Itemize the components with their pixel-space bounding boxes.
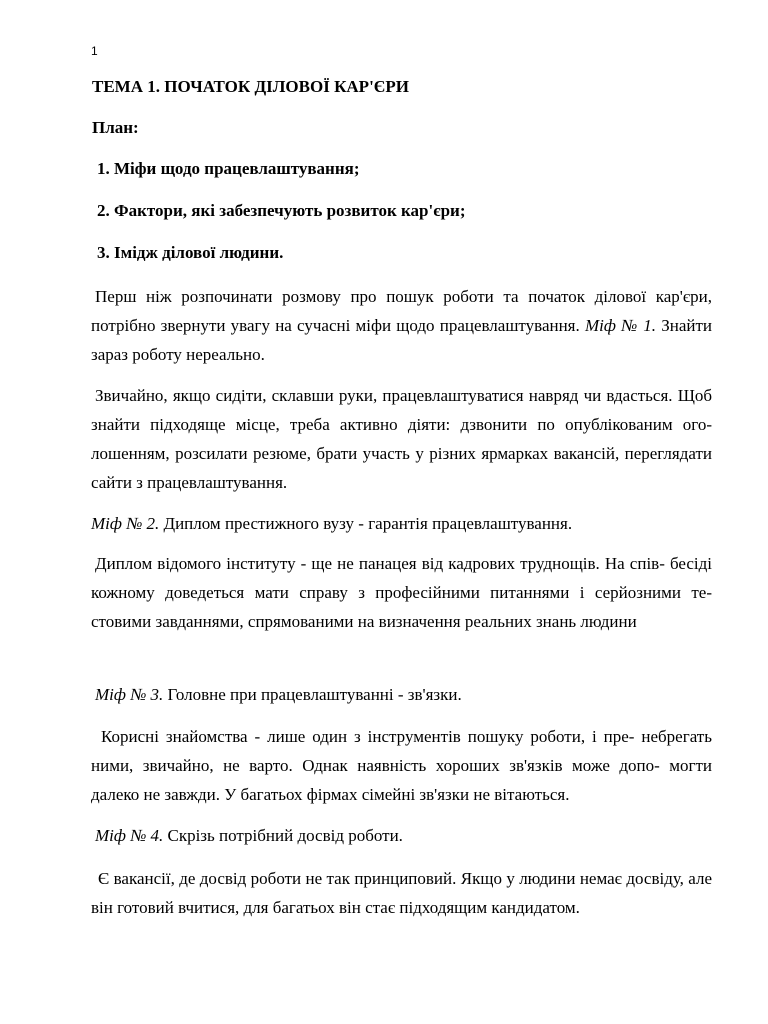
plan-item-3: 3. Імідж ділової людини.	[97, 243, 284, 262]
myth-4-body: Є вакансії, де досвід роботи не так принциповий. Якщо у людини немає досвіду, але він готовий вчитися, для багатьох він стає підходящим кандидатом.	[91, 869, 712, 917]
myth-2-heading	[91, 512, 712, 536]
myth-3-body: Корисні знайомства - лише один з інструментів пошуку роботи, і пре- небрегать ними, звичайно, не варто. Однак наявність хороших зв'язків може допо- могти далеко не завжди. У багатьох фірмах сімейні зв'язки не вітаються.	[91, 727, 712, 804]
intro-paragraph	[91, 282, 712, 369]
document-title: ТЕМА 1. ПОЧАТОК ДІЛОВОЇ КАР'ЄРИ	[92, 77, 409, 96]
myth-1-body: Звичайно, якщо сидіти, склавши руки, працевлаштуватися навряд чи вдасться. Щоб знайти підходяще місце, треба активно діяти: дзвонити по опублікованим ого- лошенням, розсилати резюме, брати участь у різних ярмарках вакансій, переглядати сайти з працевлаштування.	[91, 386, 712, 492]
intro-text: Перш ніж розпочинати розмову про пошук роботи та початок ділової кар'єри, потрібно звернути увагу на сучасні міфи щодо працевлаштування.	[91, 287, 712, 335]
myth-4-label: Міф № 4.	[95, 826, 164, 845]
plan-item-1: 1. Міфи щодо працевлаштування;	[97, 159, 360, 178]
plan-item-2: 2. Фактори, які забезпечують розвиток кар'єри;	[97, 201, 466, 220]
myth-1-label: Міф № 1.	[584, 316, 657, 335]
myth-4-text: Скрізь потрібний досвід роботи.	[167, 826, 403, 845]
myth-3-heading	[91, 683, 712, 707]
myth-2-label: Міф № 2.	[91, 514, 160, 533]
myth-2-text: Диплом престижного вузу - гарантія працевлаштування.	[163, 514, 573, 533]
myth-4-heading	[91, 824, 712, 848]
myth-2-body: Диплом відомого інституту - ще не панацея від кадрових труднощів. На спів- бесіді кожному доведеться мати справу з професійними питаннями і серйозними те- стовими завданнями, спрямованими на визначення реальних знань людини	[91, 554, 712, 631]
page-number: 1	[91, 44, 98, 58]
myth-3-text: Головне при працевлаштуванні - зв'язки.	[167, 685, 462, 704]
myth-3-label: Міф № 3.	[95, 685, 164, 704]
plan-label: План:	[92, 118, 139, 137]
myth-1-text: Знайти зараз роботу нереально.	[91, 316, 713, 364]
